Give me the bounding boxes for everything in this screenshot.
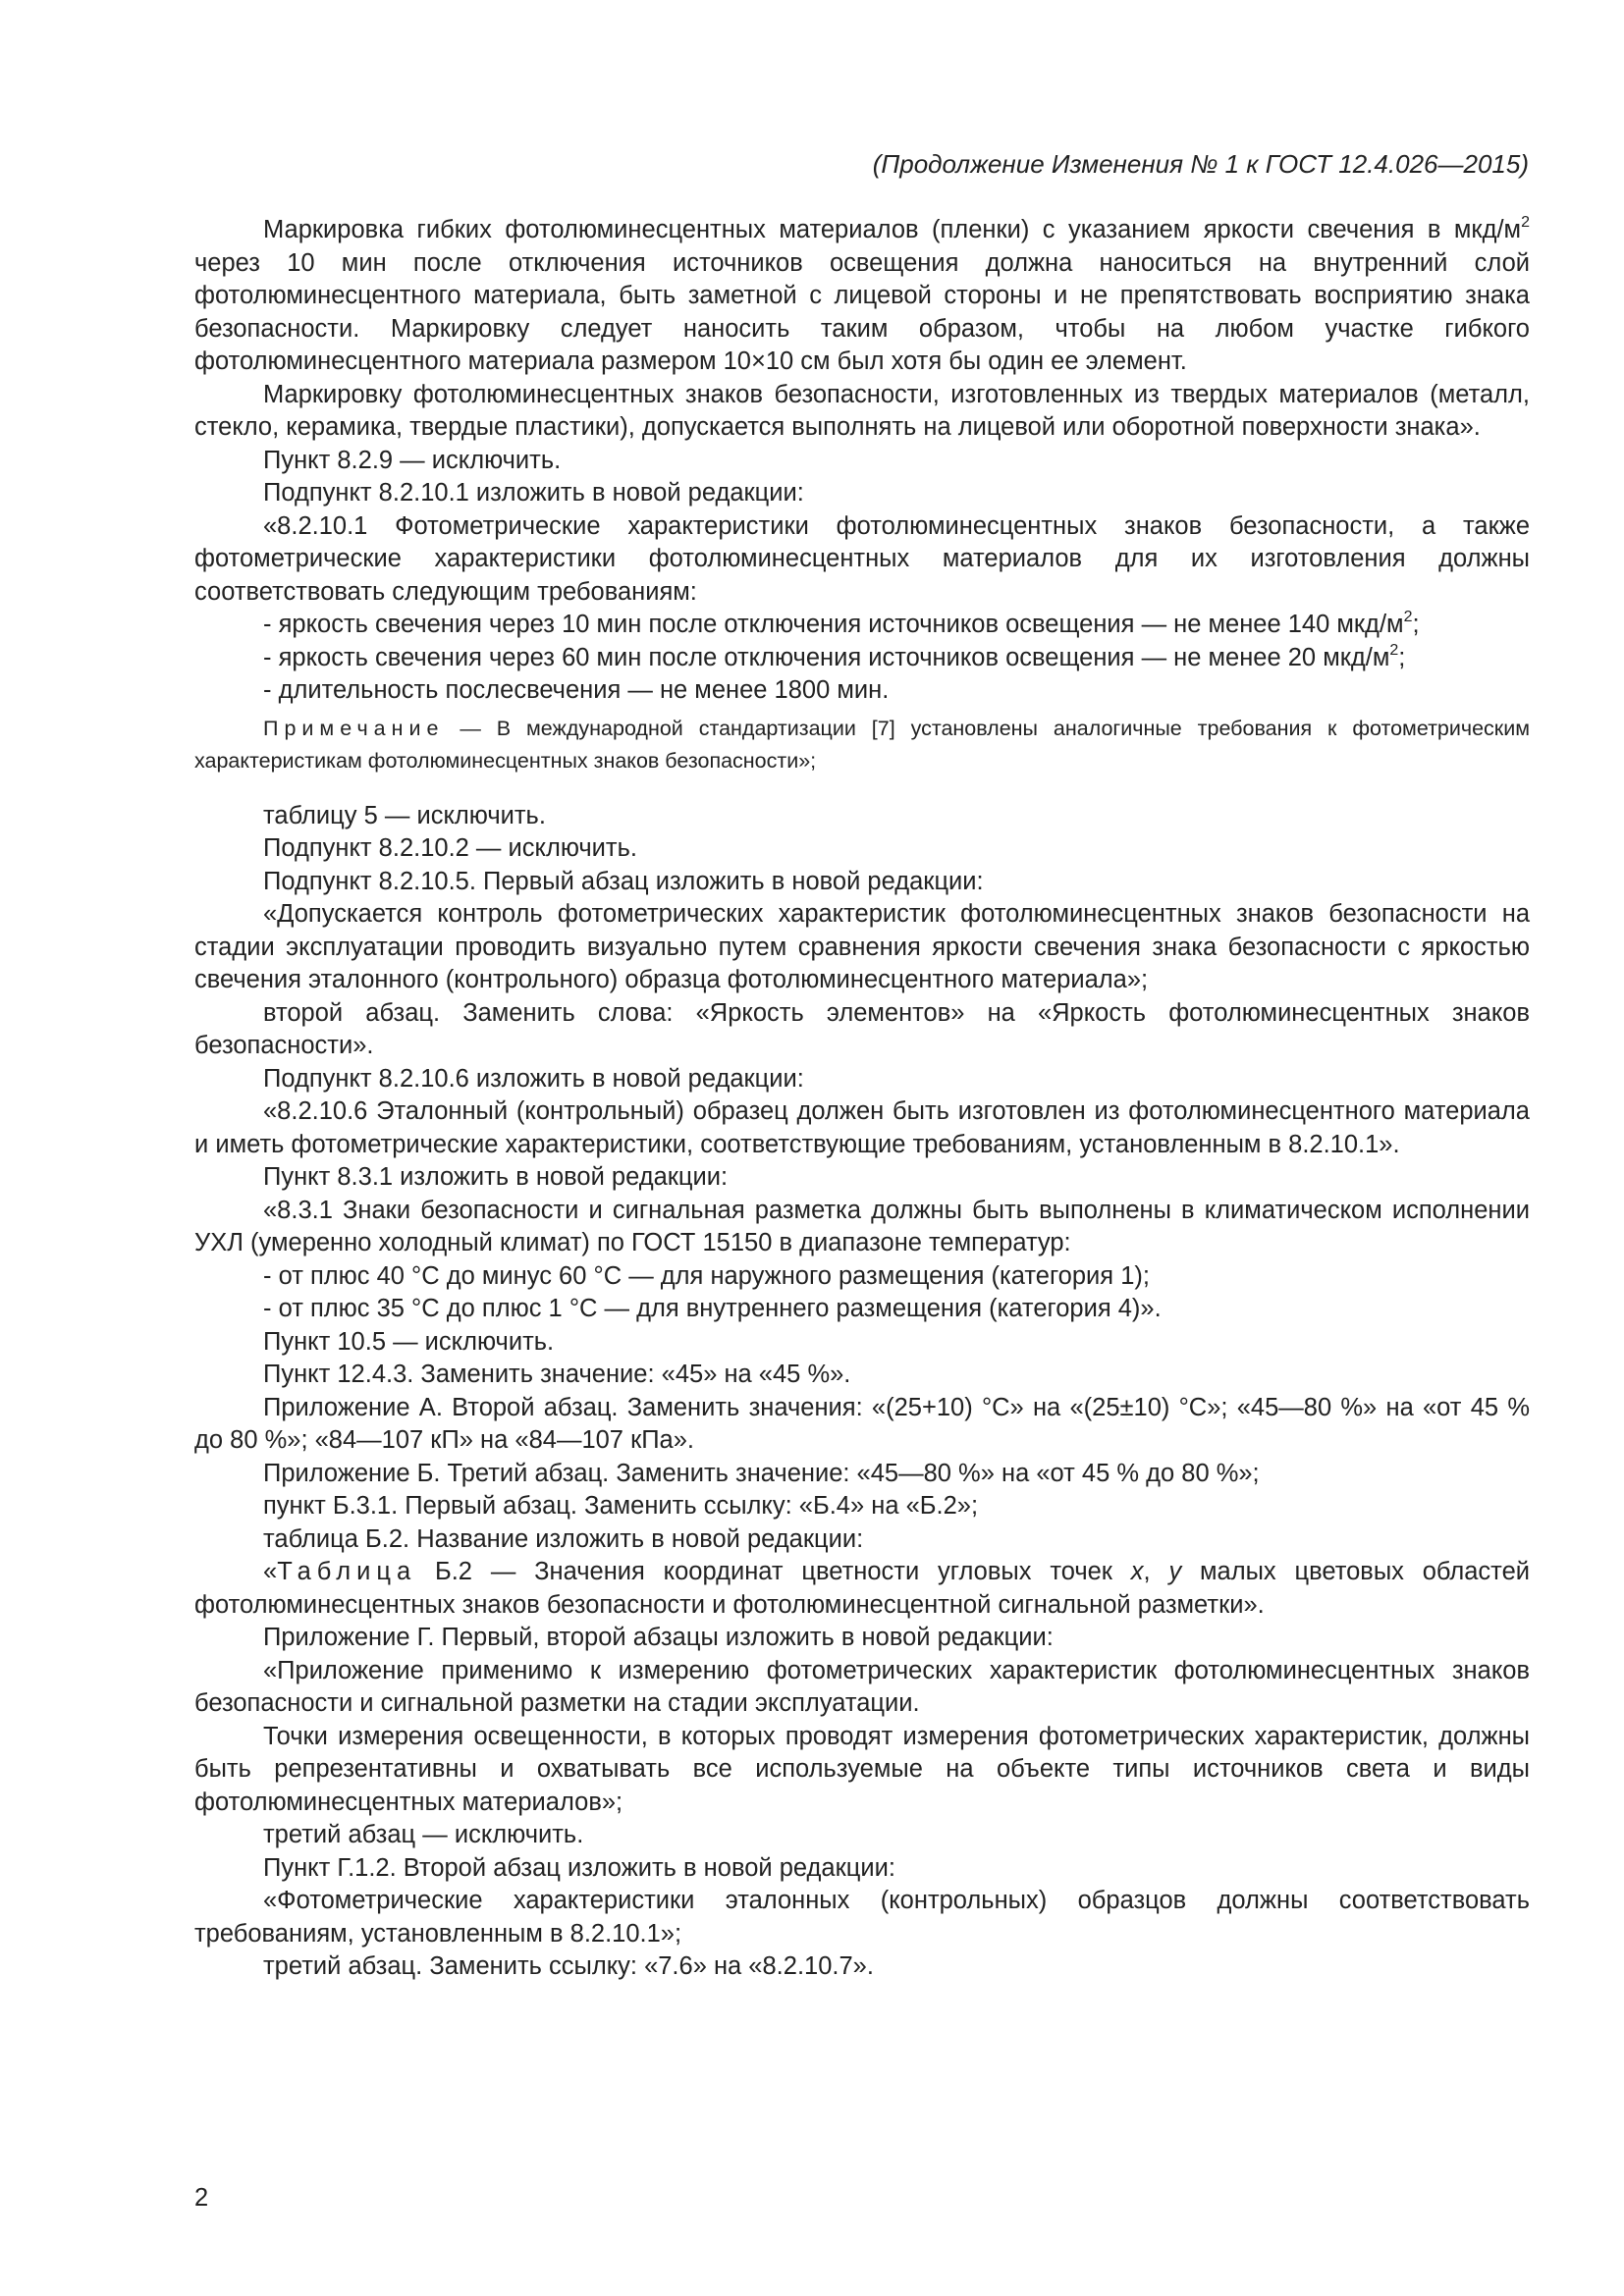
- paragraph: «Фотометрические характеристики эталонных (контрольных) образцов должны соответствовать требованиям, установленным в 8.2.10.1»;: [194, 1887, 1530, 1948]
- paragraph: Пункт 8.2.9 — исключить.: [263, 446, 562, 474]
- paragraph: «8.2.10.6 Эталонный (контрольный) образец должен быть изготовлен из фотолюминесцентного материала и иметь фотометрические характеристики, соответствующие требованиям, установленным в 8.2.10.1».: [194, 1097, 1530, 1158]
- paragraph: второй абзац. Заменить слова: «Яркость элементов» на «Яркость фотолюминесцентных знаков безопасности».: [194, 998, 1530, 1059]
- page-header: (Продолжение Изменения № 1 к ГОСТ 12.4.026—2015): [872, 149, 1529, 179]
- list-item: - от плюс 40 °С до минус 60 °С — для наружного размещения (категория 1);: [263, 1261, 1150, 1290]
- paragraph: Приложение Б. Третий абзац. Заменить значение: «45—80 %» на «от 45 % до 80 %»;: [263, 1459, 1260, 1487]
- list-item: - яркость свечения через 10 мин после отключения источников освещения — не менее 140 мкд/$м^2$;: [263, 609, 1420, 638]
- paragraph-marking-flexible: Маркировка гибких фотолюминесцентных материалов (пленки) с указанием яркости свечения в мкд/$м^2$ через 10 мин после отключения источников освещения должна наноситься на внутренний слой фотолюминесцентного материала, быть заметной с лицевой стороны и не препятствовать восприятию знака безопасности. Маркировку следует наносить таким образом, чтобы на любом участке гибкого фотолюминесцентного материала размером 10×10 см был хотя бы один ее элемент.: [194, 214, 1530, 375]
- superscript: 2: [1389, 641, 1399, 659]
- paragraph: Пункт 12.4.3. Заменить значение: «45» на «45 %».: [263, 1361, 851, 1388]
- paragraph: Подпункт 8.2.10.1 изложить в новой редакции:: [263, 479, 804, 507]
- document-body: [194, 214, 1530, 1984]
- paragraph: Подпункт 8.2.10.2 — исключить.: [263, 834, 637, 862]
- paragraph: таблица Б.2. Название изложить в новой редакции:: [263, 1524, 864, 1553]
- paragraph: «Допускается контроль фотометрических характеристик фотолюминесцентных знаков безопасности на стадии эксплуатации проводить визуально путем сравнения яркости свечения знака безопасности с яркостью свечения эталонного (контрольного) образца фотолюминесцентного материала»;: [194, 900, 1530, 993]
- paragraph: Пункт Г.1.2. Второй абзац изложить в новой редакции:: [263, 1853, 895, 1882]
- paragraph: Пункт 10.5 — исключить.: [263, 1327, 555, 1356]
- paragraph: третий абзац. Заменить ссылку: «7.6» на «8.2.10.7».: [263, 1952, 874, 1980]
- list-item: - от плюс 35 °С до плюс 1 °С — для внутреннего размещения (категория 4)».: [263, 1295, 1162, 1322]
- paragraph: «Приложение применимо к измерению фотометрических характеристик фотолюминесцентных знаков безопасности и сигнальной разметки на стадии эксплуатации.: [194, 1656, 1530, 1717]
- paragraph-table-title: «Таблица Б.2 — Значения координат цветности угловых точек x, y малых цветовых областей фотолюминесцентных знаков безопасности и фотолюминесцентной сигнальной разметки».: [194, 1558, 1530, 1619]
- superscript: 2: [1403, 609, 1413, 625]
- list-item: - длительность послесвечения — не менее 1800 мин.: [263, 676, 890, 704]
- superscript: 2: [1521, 214, 1530, 231]
- paragraph: третий абзац — исключить.: [263, 1821, 584, 1848]
- note-label: Примечание: [263, 716, 445, 740]
- page-number: 2: [194, 2184, 209, 2212]
- paragraph: Точки измерения освещенности, в которых проводят измерения фотометрических характеристик, должны быть репрезентативны и охватывать все используемые на объекте типы источников света и виды фотолюминесцентных материалов»;: [194, 1722, 1530, 1816]
- note: Примечание — В международной стандартизации [7] установлены аналогичные требования к фотометрическим характеристикам фотолюминесцентных знаков безопасности»;: [194, 716, 1530, 773]
- paragraph: Приложение А. Второй абзац. Заменить значения: «(25+10) °С» на «(25±10) °С»; «45—80 %» на «от 45 % до 80 %»; «84—107 кП» на «84—107 кПа».: [194, 1393, 1530, 1454]
- paragraph: «8.3.1 Знаки безопасности и сигнальная разметка должны быть выполнены в климатическом исполнении УХЛ (умеренно холодный климат) по ГОСТ 15150 в диапазоне температур:: [194, 1196, 1530, 1256]
- paragraph: Пункт 8.3.1 изложить в новой редакции:: [263, 1163, 729, 1191]
- paragraph-marking-rigid: Маркировку фотолюминесцентных знаков безопасности, изготовленных из твердых материалов (металл, стекло, керамика, твердые пластики), допускается выполнять на лицевой или оборотной поверхности знака».: [194, 380, 1530, 441]
- paragraph: Подпункт 8.2.10.6 изложить в новой редакции:: [263, 1064, 804, 1093]
- paragraph: таблицу 5 — исключить.: [263, 801, 546, 829]
- paragraph: пункт Б.3.1. Первый абзац. Заменить ссылку: «Б.4» на «Б.2»;: [263, 1492, 979, 1520]
- paragraph: «8.2.10.1 Фотометрические характеристики фотолюминесцентных знаков безопасности, а также фотометрические характеристики фотолюминесцентных материалов для их изготовления должны соответствовать следующим требованиям:: [194, 511, 1530, 606]
- paragraph: Приложение Г. Первый, второй абзацы изложить в новой редакции:: [263, 1624, 1054, 1651]
- table-label: Таблица: [277, 1558, 417, 1585]
- paragraph: Подпункт 8.2.10.5. Первый абзац изложить в новой редакции:: [263, 867, 984, 895]
- list-item: - яркость свечения через 60 мин после отключения источников освещения — не менее 20 мкд/$м^2$;: [263, 641, 1406, 671]
